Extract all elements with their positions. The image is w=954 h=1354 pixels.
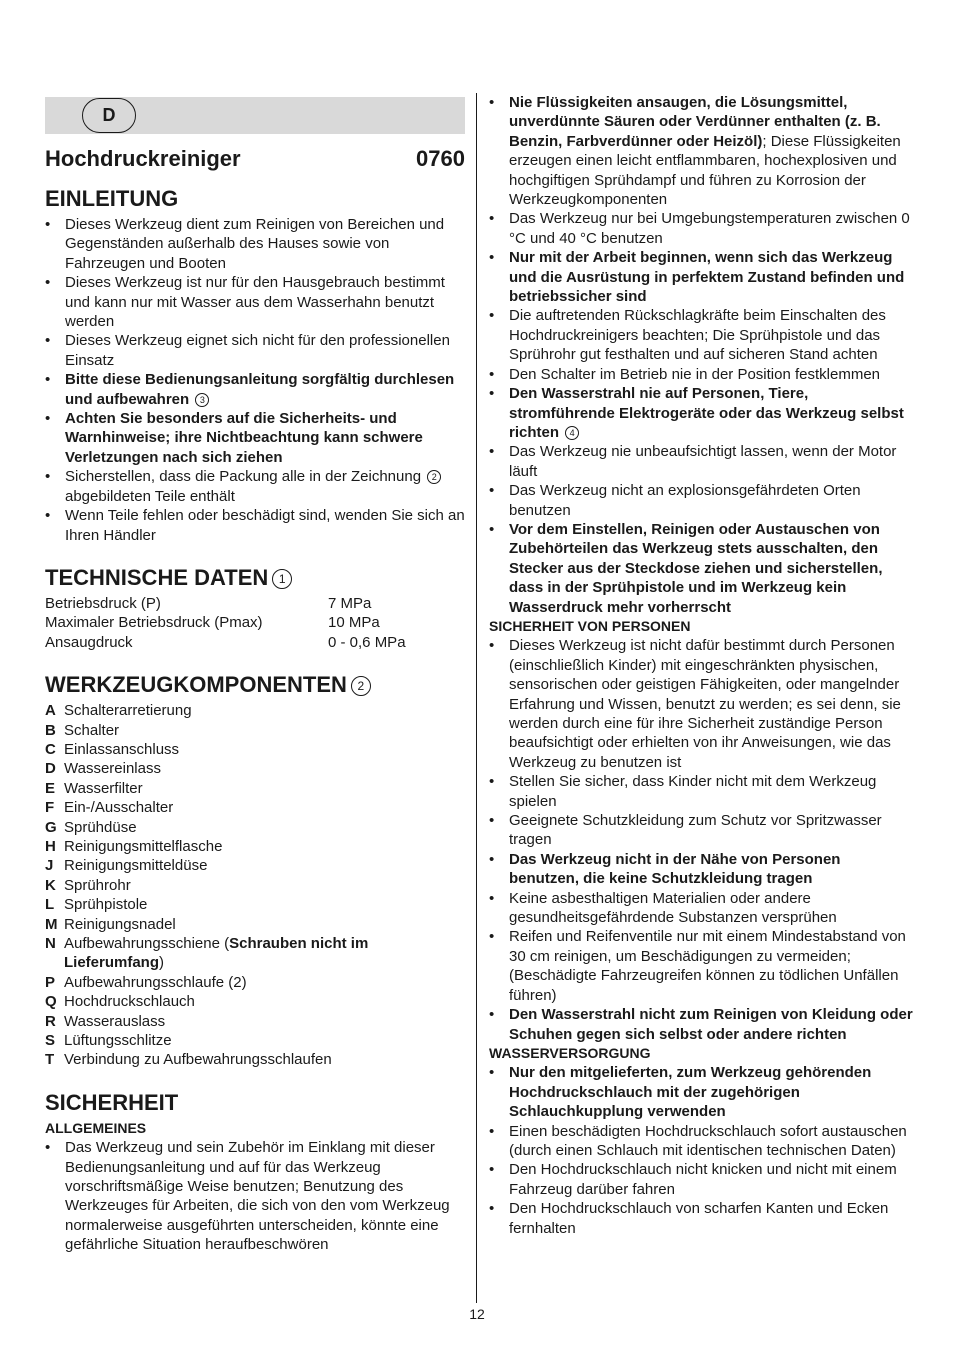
spec-value: 7 MPa (328, 594, 372, 612)
item-text: Stellen Sie sicher, dass Kinder nicht mit dem Werkzeug spielen (509, 773, 877, 810)
component-letter: E (45, 779, 56, 797)
component-letter: A (45, 702, 56, 720)
component-label (64, 973, 247, 992)
figure-ref: 2 (427, 470, 441, 484)
component-item (45, 992, 465, 1011)
item-text: Die auftretenden Rückschlagkräfte beim Einschalten des Hochdruckreinigers beachten; Die Sprühpistole und das Sprührohr gut festhalten und auf sicheren Stand achten (509, 307, 886, 364)
component-text: Hochdruckschlauch (64, 993, 195, 1011)
spec-row (45, 633, 465, 652)
language-bar (45, 97, 465, 134)
list-item (489, 1160, 913, 1199)
item-text: Dieses Werkzeug eignet sich nicht für den professionellen Einsatz (65, 332, 450, 369)
list-item (489, 481, 913, 520)
component-text: Lüftungsschlitze (64, 1032, 172, 1050)
item-text: Den Wasserstrahl nicht zum Reinigen von Kleidung oder Schuhen gegen sich selbst oder andere richten (509, 1006, 913, 1043)
component-letter: R (45, 1012, 56, 1030)
general-list-right (489, 93, 913, 617)
component-label (64, 876, 131, 895)
component-text: Reinigungsmittelflasche (64, 837, 223, 855)
components-heading-text: WERKZEUGKOMPONENTEN (45, 672, 347, 698)
component-text: Reinigungsnadel (64, 915, 176, 933)
general-list-left (45, 1138, 465, 1254)
component-item (45, 837, 465, 856)
left-column (45, 93, 465, 1255)
list-item (489, 772, 913, 811)
component-item (45, 798, 465, 817)
item-text: Den Wasserstrahl nie auf Personen, Tiere, stromführende Elektrogeräte oder das Werkzeug selbst richten (509, 385, 904, 441)
component-label (64, 740, 179, 759)
figure-ref: 4 (565, 426, 579, 440)
component-text: Aufbewahrungsschlaufe (2) (64, 973, 247, 991)
component-item (45, 1012, 465, 1031)
component-text: Sprühpistole (64, 896, 148, 914)
item-text: Das Werkzeug nie unbeaufsichtigt lassen, wenn der Motor läuft (509, 443, 897, 480)
list-item (489, 927, 913, 1005)
model-number: 0760 (416, 146, 465, 171)
list-item (45, 273, 465, 331)
list-item (45, 506, 465, 545)
component-item (45, 934, 465, 973)
list-item (489, 93, 913, 209)
component-label (64, 895, 147, 914)
list-item (489, 365, 913, 384)
component-item (45, 915, 465, 934)
component-letter: N (45, 935, 56, 952)
component-text: Verbindung zu Aufbewahrungsschlaufen (64, 1051, 332, 1069)
spec-row (45, 594, 465, 613)
item-text: Dieses Werkzeug ist nur für den Hausgebrauch bestimmt und kann nur mit Wasser aus dem Wasserhahn benutzt werden (65, 274, 445, 331)
component-text: Reinigungsmitteldüse (64, 857, 208, 875)
item-text: Nie Flüssigkeiten ansaugen, die Lösungsmittel, unverdünnte Säuren oder Verdünner enthalten (z. B. Benzin, Farbverdünner oder Heizöl) (509, 94, 881, 150)
component-label (64, 818, 137, 837)
component-letter: S (45, 1032, 56, 1050)
component-item (45, 1050, 465, 1069)
tech-heading (45, 565, 465, 591)
component-letter: C (45, 740, 56, 758)
list-item (489, 850, 913, 889)
component-label (64, 1031, 172, 1050)
component-item (45, 973, 465, 992)
spec-row (45, 613, 465, 632)
component-label (64, 701, 192, 720)
figure-ref: 1 (272, 569, 292, 589)
list-item (489, 442, 913, 481)
list-item (45, 1138, 465, 1254)
component-letter: K (45, 876, 56, 894)
item-text: Wenn Teile fehlen oder beschädigt sind, wenden Sie sich an Ihren Händler (65, 507, 465, 544)
component-label (64, 721, 119, 740)
item-text: Den Hochdruckschlauch nicht knicken und nicht mit einem Fahrzeug darüber fahren (509, 1161, 897, 1198)
safety-heading: SICHERHEIT (45, 1089, 179, 1115)
component-text-after: ) (159, 954, 165, 972)
component-label (64, 837, 222, 856)
item-text: Das Werkzeug nicht in der Nähe von Personen benutzen, die keine Schutzkleidung tragen (509, 850, 841, 888)
list-item (489, 209, 913, 248)
component-label (64, 915, 176, 934)
product-name: Hochdruckreiniger (45, 146, 241, 171)
component-label (64, 779, 143, 798)
item-text-after: abgebildeten Teile enthält (65, 487, 235, 505)
tech-heading-text: TECHNISCHE DATEN (45, 564, 269, 590)
component-text: Schalter (64, 721, 120, 739)
component-text: Einlassanschluss (64, 740, 180, 758)
list-item (489, 889, 913, 928)
component-letter: D (45, 760, 56, 778)
list-item (45, 467, 465, 506)
item-text: Das Werkzeug und sein Zubehör im Einklang mit dieser Bedienungsanleitung und auf für das Werkzeug vorschriftsmäßige Weise benutzen; Benutzung des Werkzeuges für Arbeiten, die sich von den vom Werkzeug normalerweise ausgeführten unterscheiden, könnte eine gefährliche Situation heraufbeschwören (65, 1139, 450, 1254)
component-text: Wasserauslass (64, 1012, 166, 1030)
component-item (45, 721, 465, 740)
item-text: Den Hochdruckschlauch von scharfen Kanten und Ecken fernhalten (509, 1200, 889, 1237)
list-item (489, 384, 913, 442)
component-text: Ein-/Ausschalter (64, 799, 174, 817)
component-label (64, 798, 173, 817)
spec-value: 0 - 0,6 MPa (328, 633, 406, 651)
component-label (64, 759, 161, 778)
item-text: Nur den mitgelieferten, zum Werkzeug gehörenden Hochdruckschlauch mit der zugehörigen Schlauchkupplung verwenden (509, 1064, 872, 1121)
component-letter: M (45, 915, 58, 933)
component-letter: Q (45, 993, 57, 1011)
component-letter: B (45, 721, 56, 739)
item-text: Nur mit der Arbeit beginnen, wenn sich das Werkzeug und die Ausrüstung in perfektem Zustand befinden und betriebssicher sind (509, 249, 905, 306)
column-divider (476, 93, 477, 1303)
page-number: 12 (469, 1306, 485, 1322)
general-subheading: ALLGEMEINES (45, 1119, 147, 1136)
component-letter: T (45, 1051, 55, 1069)
component-letter: F (45, 799, 55, 817)
item-text: Keine asbesthaltigen Materialien oder andere gesundheitsgefährdende Substanzen versprühen (509, 889, 837, 927)
list-item (489, 811, 913, 850)
item-text: Reifen und Reifenventile nur mit einem Mindestabstand von 30 cm reinigen, um Beschädigungen zu vermeiden; (Beschädigte Fahrzeugreifen können zu tödlichen Unfällen führen) (509, 928, 906, 1004)
spec-label: Ansaugdruck (45, 633, 133, 651)
list-item (489, 1005, 913, 1044)
component-item (45, 856, 465, 875)
persons-subheading: SICHERHEIT VON PERSONEN (489, 617, 691, 634)
list-item (489, 306, 913, 364)
component-item (45, 759, 465, 778)
component-letter: L (45, 896, 55, 914)
component-label (64, 934, 465, 973)
language-badge: D (82, 98, 136, 133)
list-item (489, 636, 913, 772)
list-item (489, 248, 913, 306)
component-label (64, 1012, 165, 1031)
spec-value: 10 MPa (328, 614, 380, 632)
water-subheading: WASSERVERSORGUNG (489, 1044, 651, 1061)
component-letter: G (45, 818, 57, 836)
water-list (489, 1063, 913, 1238)
component-label (64, 992, 195, 1011)
persons-list (489, 636, 913, 1044)
item-text: Bitte diese Bedienungsanleitung sorgfältig durchlesen und aufbewahren (65, 371, 455, 408)
intro-list (45, 215, 465, 545)
component-item (45, 818, 465, 837)
component-item (45, 701, 465, 720)
list-item (489, 520, 913, 617)
component-text: Wassereinlass (64, 760, 161, 778)
item-text: Dieses Werkzeug dient zum Reinigen von Bereichen und Gegenständen außerhalb des Hauses sowie von Fahrzeugen und Booten (65, 216, 445, 272)
component-letter: H (45, 837, 56, 855)
item-text: Sicherstellen, dass die Packung alle in der Zeichnung (65, 468, 422, 486)
item-text: Das Werkzeug nur bei Umgebungstemperaturen zwischen 0 °C und 40 °C benutzen (509, 210, 910, 247)
component-label (64, 1050, 332, 1069)
document-title (45, 146, 465, 172)
component-letter: J (45, 857, 54, 875)
item-text: Geeignete Schutzkleidung zum Schutz vor Spritzwasser tragen (509, 812, 882, 849)
tech-table (45, 594, 465, 652)
components-heading (45, 672, 465, 698)
component-letter: P (45, 973, 56, 991)
item-text: Achten Sie besonders auf die Sicherheits- und Warnhinweise; ihre Nichtbeachtung kann schwere Verletzungen nach sich ziehen (65, 410, 423, 466)
item-text: Dieses Werkzeug ist nicht dafür bestimmt durch Personen (einschließlich Kinder) mit eingeschränkten physischen, sensorischen oder geistigen Fähigkeiten, oder mangelnder Erfahrung und Wissen, benutzt zu werden; es sei denn, sie werden durch eine für ihre Sicherheit zuständige Person beaufsichtigt oder erhielten von ihr Anweisungen, wie das Werkzeug zu benutzen ist (509, 637, 901, 771)
item-text: Vor dem Einstellen, Reinigen oder Austauschen von Zubehörteilen das Werkzeug stets ausschalten, den Stecker aus der Steckdose ziehen und sicherstellen, dass in der Sprühpistole und im Werkzeug kein Wasserdruck mehr vorherrscht (509, 520, 883, 616)
component-item (45, 779, 465, 798)
list-item (489, 1063, 913, 1121)
item-text-after: ; Diese Flüssigkeiten erzeugen einen leicht entflammbaren, hochexplosiven und hochgiftigen Sprühdampf und führen zu Korrosion der Werkzeugkomponenten (509, 132, 901, 209)
components-list (45, 701, 465, 1070)
intro-heading: EINLEITUNG (45, 186, 179, 211)
list-item (45, 370, 465, 409)
component-item (45, 895, 465, 914)
component-text: Aufbewahrungsschiene ( (64, 935, 230, 952)
figure-ref: 2 (351, 676, 371, 696)
spec-label: Maximaler Betriebsdruck (Pmax) (45, 614, 263, 632)
item-text: Das Werkzeug nicht an explosionsgefährdeten Orten benutzen (509, 482, 861, 519)
component-item (45, 1031, 465, 1050)
component-text: Schalterarretierung (64, 702, 192, 720)
component-text: Wasserfilter (64, 779, 143, 797)
component-note: Schrauben nicht im Lieferumfang (64, 935, 369, 972)
list-item (489, 1199, 913, 1238)
component-item (45, 876, 465, 895)
component-text: Sprühdüse (64, 818, 137, 836)
item-text: Den Schalter im Betrieb nie in der Position festklemmen (509, 365, 881, 383)
list-item (45, 409, 465, 467)
component-text: Sprührohr (64, 876, 131, 894)
list-item (45, 331, 465, 370)
figure-ref: 3 (195, 393, 209, 407)
list-item (489, 1122, 913, 1161)
item-text: Einen beschädigten Hochdruckschlauch sofort austauschen (durch einen Schlauch mit identischen technischen Daten) (509, 1122, 907, 1159)
spec-label: Betriebsdruck (P) (45, 594, 161, 612)
list-item (45, 215, 465, 273)
right-column (489, 93, 913, 1238)
component-label (64, 856, 207, 875)
component-item (45, 740, 465, 759)
